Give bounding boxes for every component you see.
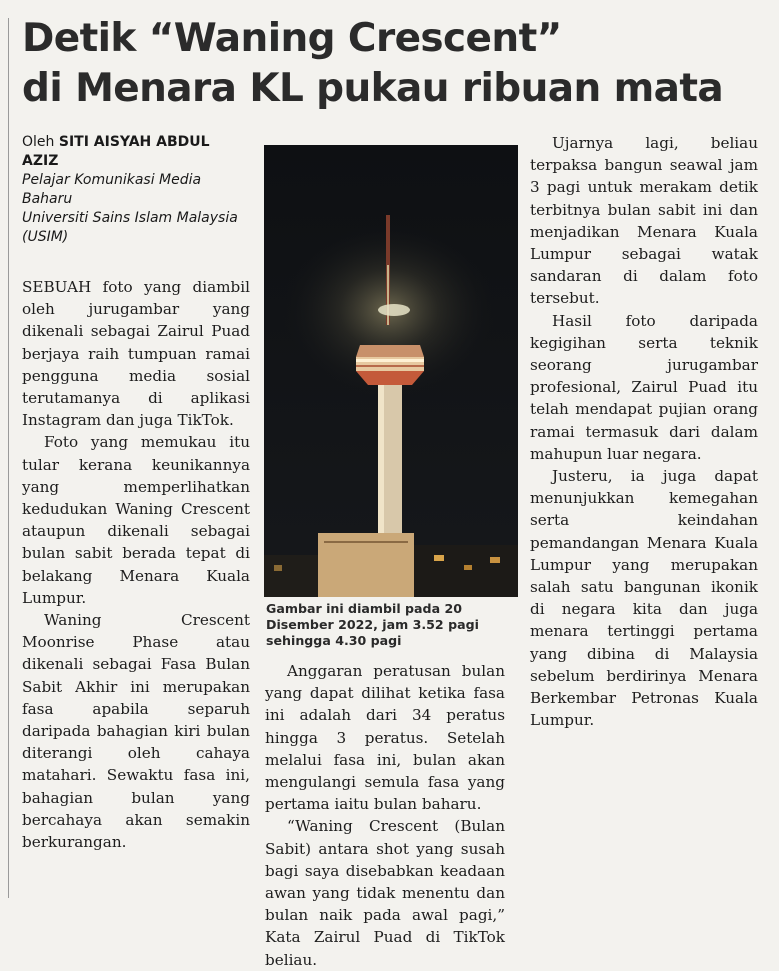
byline-affiliation-line-2: Universiti Sains Islam Malaysia (USIM) [22,210,238,245]
article-column-2 [265,660,505,971]
article-paragraph: Ujarnya lagi, beliau terpaksa bangun seawal jam 3 pagi untuk merakam detik terbitnya bulan sabit ini dan menjadikan Menara Kuala Lumpur sebagai watak sandaran di dalam foto tersebut. [530,134,758,308]
article-paragraph: “Waning Crescent (Bulan Sabit) antara shot yang susah bagi saya disebabkan keadaan awan yang tidak menentu dan bulan naik pada awal pagi,” Kata Zairul Puad di TikTok beliau. [265,817,505,969]
byline-prefix: Oleh [22,134,55,150]
photo-illustration [264,145,518,597]
article-paragraph: Justeru, ia juga dapat menunjukkan kemegahan serta keindahan pemandangan Menara Kuala Lumpur yang merupakan salah satu bangunan ikonik di negara kita dan juga menara tertinggi pertama yang dibina di Malaysia sebelum berdirinya Menara Berkembar Petronas Kuala Lumpur. [530,467,758,730]
byline-author: SITI AISYAH ABDUL AZIZ [22,134,210,169]
article-paragraph: Anggaran peratusan bulan yang dapat dilihat ketika fasa ini adalah dari 34 peratus hingga 3 peratus. Setelah melalui fasa ini, bulan akan mengulangi semula fasa yang pertama iaitu bulan baharu. [265,662,505,814]
byline [22,133,250,247]
article-paragraph: Waning Crescent Moonrise Phase atau dikenali sebagai Fasa Bulan Sabit Akhir ini merupakan fasa apabila separuh daripada bahagian kiri bulan diterangi oleh cahaya matahari. Sewaktu fasa ini, bahagian bulan yang bercahaya akan semakin berkurangan. [22,611,250,852]
article-column-1 [22,276,250,853]
headline [22,14,762,114]
page-margin-rule [8,18,9,898]
article-column-3 [530,132,758,731]
byline-affiliation-line-1: Pelajar Komunikasi Media Baharu [22,172,202,207]
headline-line-2: di Menara KL pukau ribuan mata [22,66,724,111]
article-paragraph: Hasil foto daripada kegigihan serta teknik seorang jurugambar profesional, Zairul Puad itu telah mendapat pujian orang ramai termasuk dari dalam mahupun luar negara. [530,311,758,463]
photo-caption: Gambar ini diambil pada 20 Disember 2022, jam 3.52 pagi sehingga 4.30 pagi [266,601,479,648]
article-paragraph: Foto yang memukau itu tular kerana keunikannya yang memperlihatkan kedudukan Waning Crescent ataupun dikenali sebagai bulan sabit berada tepat di belakang Menara Kuala Lumpur. [22,433,250,607]
article-paragraph: SEBUAH foto yang diambil oleh jurugambar yang dikenali sebagai Zairul Puad berjaya raih tumpuan ramai pengguna media sosial terutamanya di aplikasi Instagram dan juga TikTok. [22,278,250,430]
headline-line-1: Detik “Waning Crescent” [22,16,562,61]
photo-kl-tower-moon [264,145,518,597]
